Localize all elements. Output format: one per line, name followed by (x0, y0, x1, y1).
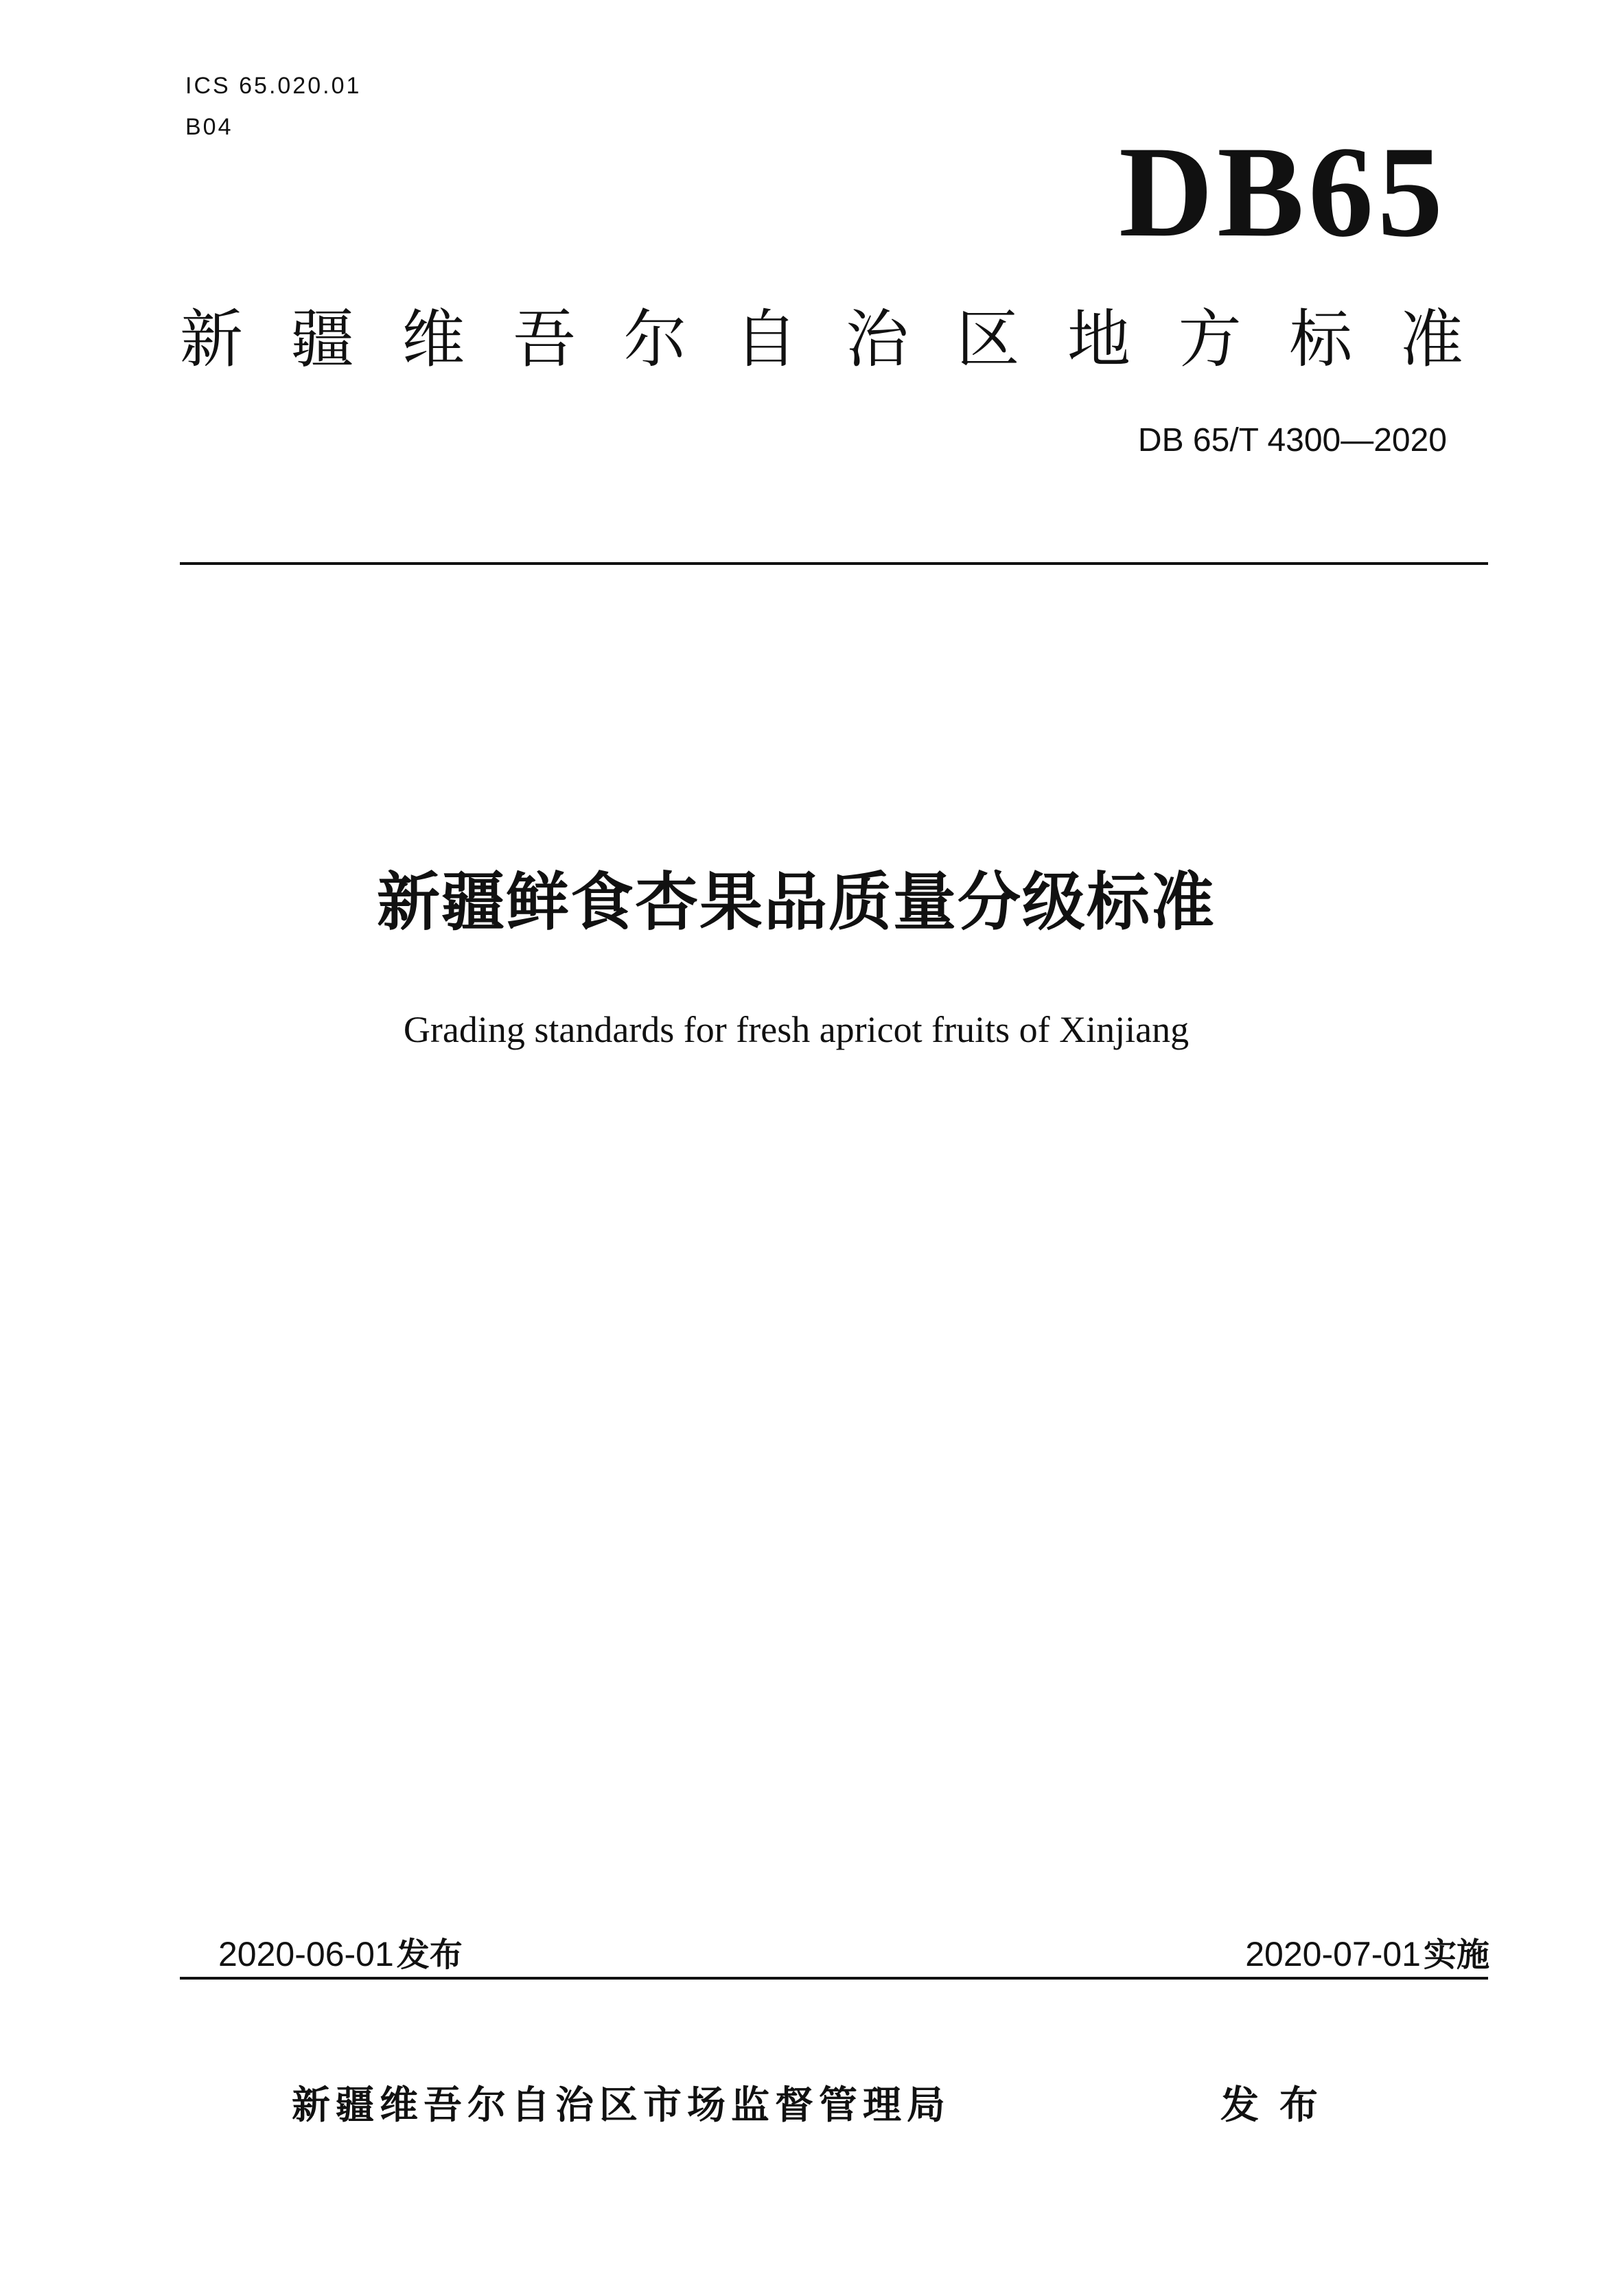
standard-type-char: 新 (180, 303, 244, 376)
publish-date: 2020-06-01 (218, 1935, 394, 1973)
bottom-divider (180, 1977, 1488, 1980)
standard-type-heading (180, 302, 1463, 378)
title-english: Grading standards for fresh apricot fruits of Xinjiang (403, 1009, 1190, 1050)
standard-type-char: 标 (1289, 303, 1353, 376)
standard-type-char: 自 (734, 303, 798, 376)
standard-type-char: 方 (1178, 303, 1242, 376)
standard-type-char: 尔 (623, 303, 687, 376)
ccs-code: B04 (185, 114, 233, 140)
publish-label: 发布 (396, 1936, 463, 1974)
standard-type-char: 吾 (512, 303, 576, 376)
ics-code: ICS 65.020.01 (185, 73, 362, 99)
implement-date-line (1245, 1930, 1489, 1979)
standard-number: DB 65/T 4300—2020 (1137, 422, 1447, 459)
implement-label: 实施 (1423, 1936, 1489, 1974)
publish-date-line (218, 1930, 463, 1979)
implement-date: 2020-07-01 (1245, 1935, 1421, 1973)
title-chinese: 新疆鲜食杏果品质量分级标准 (376, 866, 1216, 939)
standard-type-char: 疆 (290, 303, 354, 376)
issuing-authority: 新疆维吾尔自治区市场监督管理局 (292, 2083, 951, 2128)
classification-codes (185, 65, 361, 148)
standard-type-char: 治 (845, 303, 909, 376)
standard-type-char: 维 (402, 303, 465, 376)
standard-type-char: 地 (1067, 303, 1131, 376)
standard-code-mark: DB65 (1119, 120, 1447, 264)
top-divider (180, 562, 1488, 565)
issue-label: 发布 (1220, 2083, 1338, 2128)
standard-type-char: 区 (956, 303, 1020, 376)
standard-type-char: 准 (1400, 303, 1463, 376)
